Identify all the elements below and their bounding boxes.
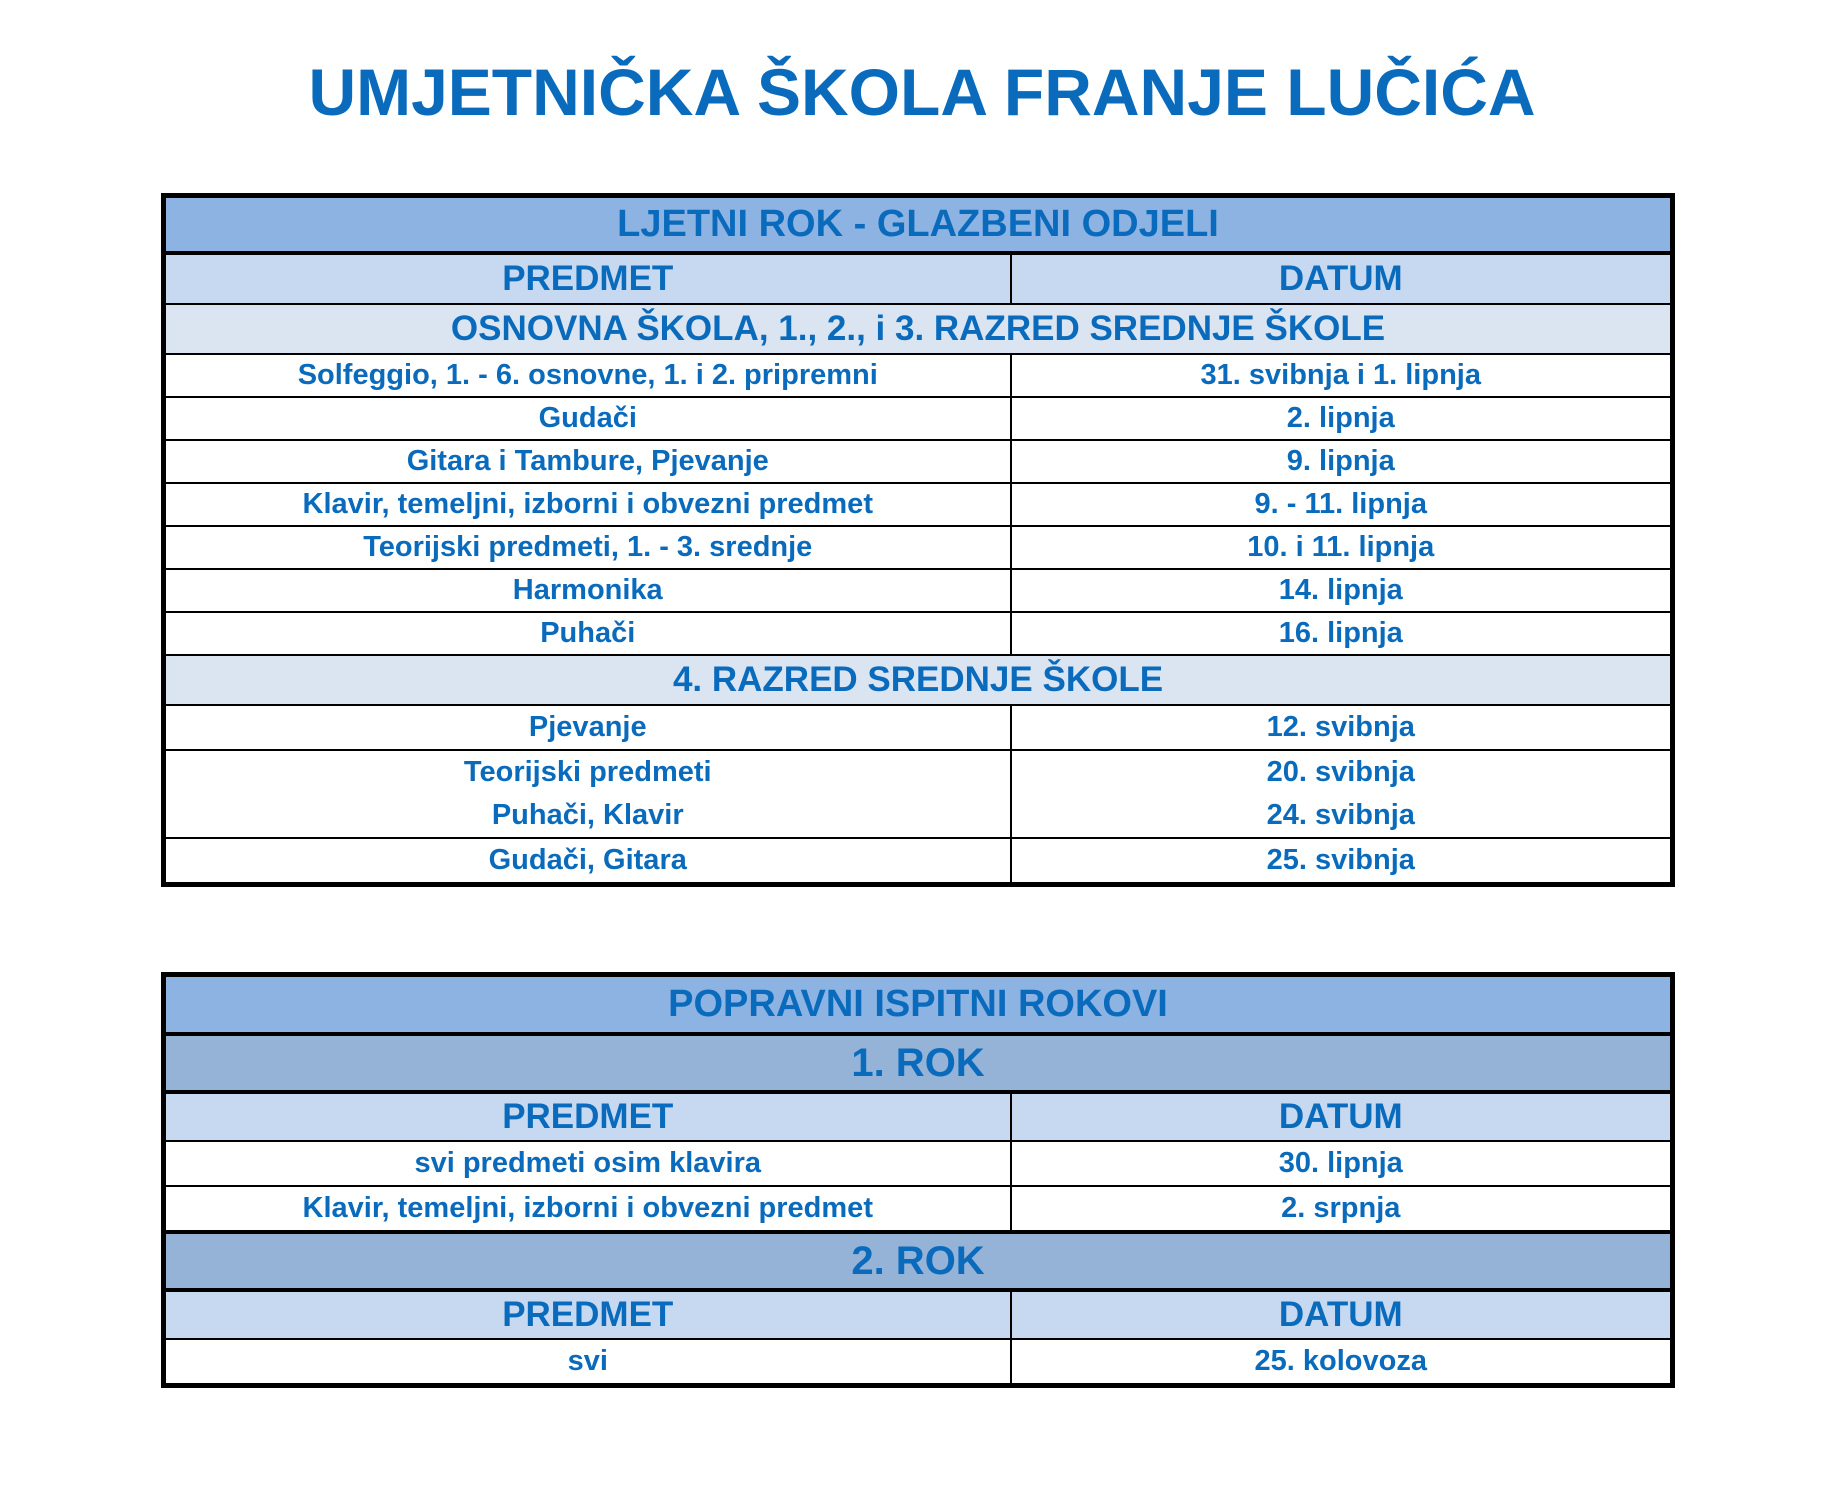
- column-header-subject: PREDMET: [164, 1092, 1011, 1141]
- subject-cell: Klavir, temeljni, izborni i obvezni predmet: [164, 1186, 1011, 1232]
- table-row: [164, 483, 1673, 526]
- table-row: [164, 569, 1673, 612]
- rok1-label: 1. ROK: [164, 1034, 1673, 1092]
- subject-cell: svi predmeti osim klavira: [164, 1141, 1011, 1186]
- subject-cell: Klavir, temeljni, izborni i obvezni predmet: [164, 483, 1011, 526]
- subject-cell: Puhači: [164, 612, 1011, 655]
- date-cell-stack: [1011, 750, 1673, 838]
- subject-cell: Gudači, Gitara: [164, 838, 1011, 885]
- date-cell: 9. lipnja: [1011, 440, 1673, 483]
- column-header-row: [164, 1290, 1673, 1339]
- column-header-date: DATUM: [1011, 1092, 1673, 1141]
- table-row: [164, 838, 1673, 885]
- table-row: [164, 354, 1673, 397]
- date-cell: 2. srpnja: [1011, 1186, 1673, 1232]
- table-row: [164, 1186, 1673, 1232]
- subject-cell: Solfeggio, 1. - 6. osnovne, 1. i 2. pripremni: [164, 354, 1011, 397]
- table-row: [164, 440, 1673, 483]
- date-cell: 2. lipnja: [1011, 397, 1673, 440]
- summer-exam-table: [161, 193, 1675, 887]
- table-title-row: [164, 975, 1673, 1035]
- subject-cell: Pjevanje: [164, 705, 1011, 750]
- section-heading-primary: OSNOVNA ŠKOLA, 1., 2., i 3. RAZRED SREDNJE ŠKOLE: [164, 304, 1673, 354]
- date-cell: 24. svibnja: [1266, 799, 1415, 831]
- subject-cell: svi: [164, 1339, 1011, 1386]
- rok-row: [164, 1232, 1673, 1290]
- subject-cell: Harmonika: [164, 569, 1011, 612]
- table-row: [164, 1339, 1673, 1386]
- column-header-row: [164, 1092, 1673, 1141]
- table-row: [164, 705, 1673, 750]
- date-cell: 9. - 11. lipnja: [1011, 483, 1673, 526]
- column-header-subject: PREDMET: [164, 253, 1011, 304]
- table-row: [164, 1141, 1673, 1186]
- subject-cell: Gudači: [164, 397, 1011, 440]
- makeup-exam-table: [161, 972, 1675, 1388]
- date-cell: 20. svibnja: [1266, 756, 1415, 788]
- subject-cell: Teorijski predmeti, 1. - 3. srednje: [164, 526, 1011, 569]
- table-row: [164, 397, 1673, 440]
- date-cell: 25. svibnja: [1011, 838, 1673, 885]
- subject-cell-stack: [164, 750, 1011, 838]
- date-cell: 16. lipnja: [1011, 612, 1673, 655]
- date-cell: 10. i 11. lipnja: [1011, 526, 1673, 569]
- section-row: [164, 304, 1673, 354]
- table-row: [164, 612, 1673, 655]
- rok-row: [164, 1034, 1673, 1092]
- table-title-row: [164, 196, 1673, 254]
- page-title: UMJETNIČKA ŠKOLA FRANJE LUČIĆA: [308, 55, 1536, 129]
- column-header-date: DATUM: [1011, 1290, 1673, 1339]
- date-cell: 12. svibnja: [1011, 705, 1673, 750]
- makeup-heading: POPRAVNI ISPITNI ROKOVI: [164, 975, 1673, 1035]
- date-cell: 14. lipnja: [1011, 569, 1673, 612]
- rok2-label: 2. ROK: [164, 1232, 1673, 1290]
- column-header-row: [164, 253, 1673, 304]
- column-header-date: DATUM: [1011, 253, 1673, 304]
- section-row: [164, 655, 1673, 705]
- subject-cell: Puhači, Klavir: [491, 799, 684, 831]
- date-cell: 30. lipnja: [1011, 1141, 1673, 1186]
- summer-heading: LJETNI ROK - GLAZBENI ODJELI: [164, 196, 1673, 254]
- table-row-merged: [164, 750, 1673, 838]
- section-heading-final-year: 4. RAZRED SREDNJE ŠKOLE: [164, 655, 1673, 705]
- subject-cell: Teorijski predmeti: [463, 756, 712, 788]
- table-row: [164, 526, 1673, 569]
- date-cell: 25. kolovoza: [1011, 1339, 1673, 1386]
- column-header-subject: PREDMET: [164, 1290, 1011, 1339]
- date-cell: 31. svibnja i 1. lipnja: [1011, 354, 1673, 397]
- subject-cell: Gitara i Tambure, Pjevanje: [164, 440, 1011, 483]
